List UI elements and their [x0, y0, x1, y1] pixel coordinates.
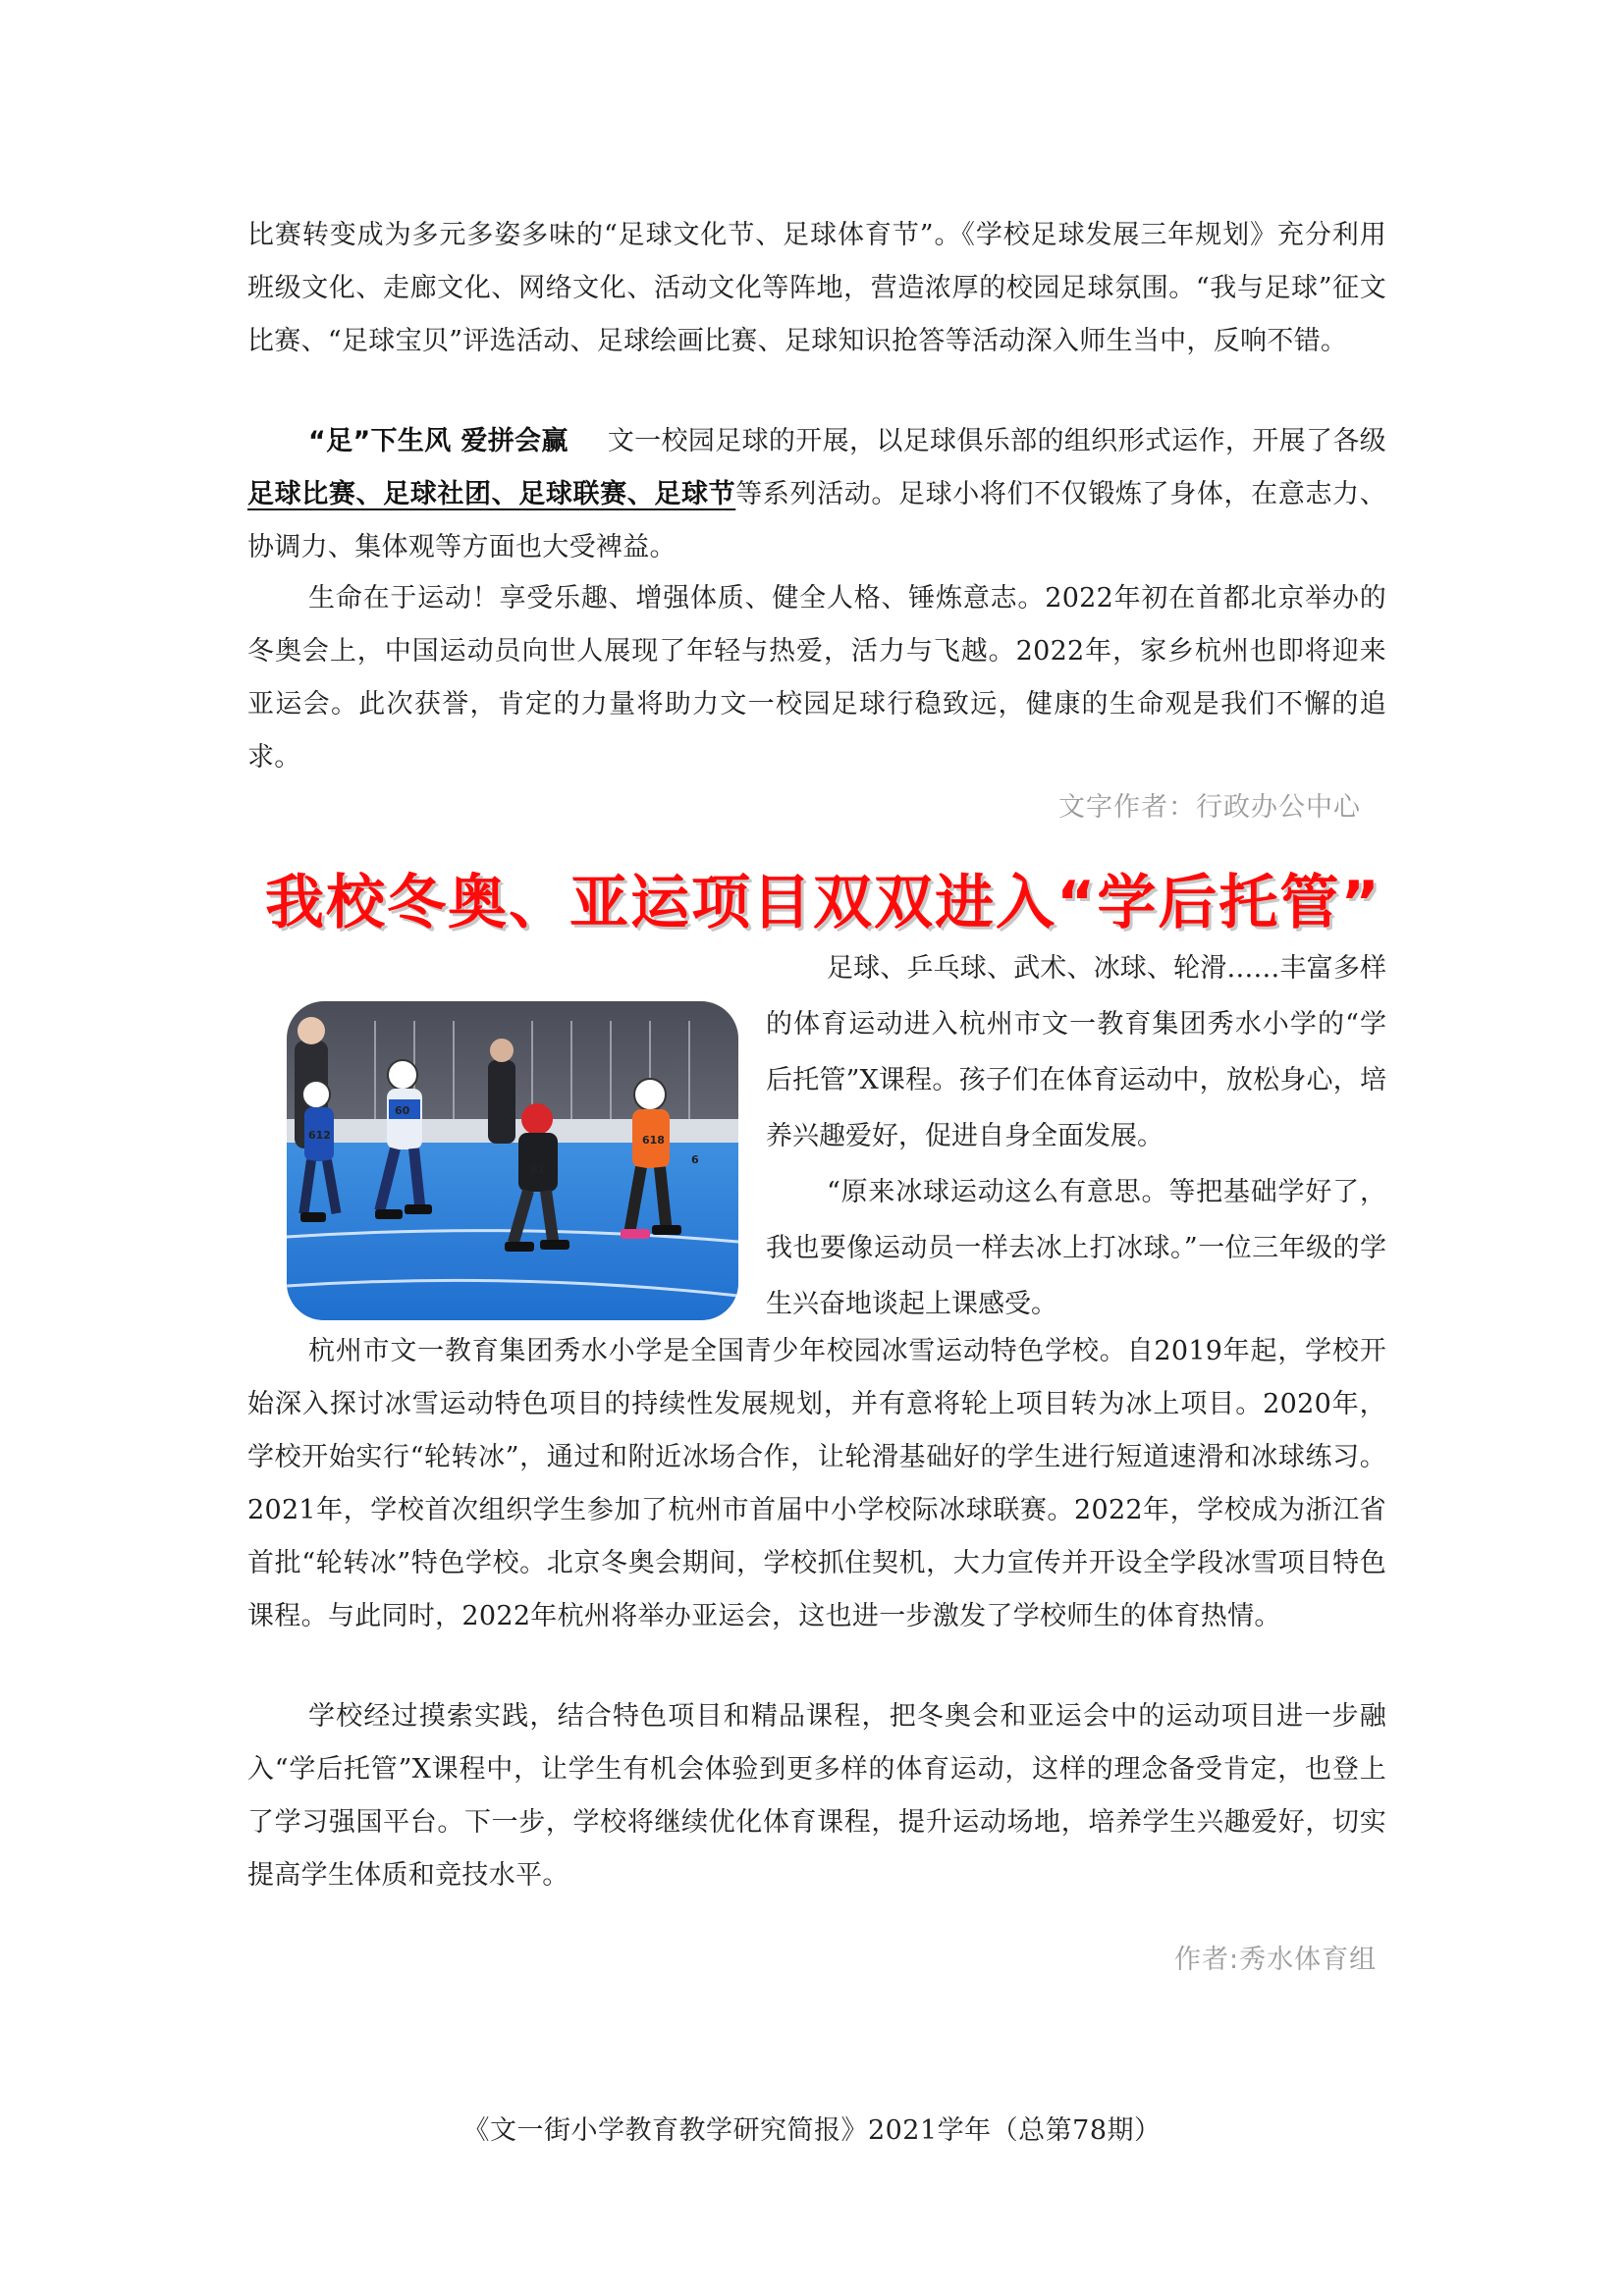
- article1-credit: 文字作者：行政办公中心: [1058, 792, 1361, 823]
- article1-paragraph-2: [247, 415, 1386, 574]
- bib-number: 612: [308, 1129, 331, 1142]
- bib-number: 60: [395, 1104, 410, 1117]
- article2-paragraph-3: 杭州市文一教育集团秀水小学是全国青少年校园冰雪运动特色学校。自2019年起，学校开始深入探讨冰雪运动特色项目的持续性发展规划，并有意将轮上项目转为冰上项目。2020年，学校开始实行“轮转冰”，通过和附近冰场合作，让轮滑基础好的学生进行短道速滑和冰球练习。2021年，学校首次组织学生参加了杭州市首届中小学校际冰球联赛。2022年，学校成为浙江省首批“轮转冰”特色学校。北京冬奥会期间，学校抓住契机，大力宣传并开设全学段冰雪项目特色课程。与此同时，2022年杭州将举办亚运会，这也进一步激发了学校师生的体育热情。: [247, 1336, 1386, 1631]
- article2-right-paragraph-2: “原来冰球运动这么有意思。等把基础学好了，我也要像运动员一样去冰上打冰球。”一位三年级的学生兴奋地谈起上课感受。: [766, 1177, 1386, 1319]
- bib-number: 61: [530, 1163, 546, 1176]
- article2-headline: 我校冬奥、亚运项目双双进入“学后托管”: [265, 869, 1381, 937]
- article1-paragraph-1: 比赛转变成为多元多姿多味的“足球文化节、足球体育节”。《学校足球发展三年规划》充分利用班级文化、走廊文化、网络文化、活动文化等阵地，营造浓厚的校园足球氛围。“我与足球”征文比赛、“足球宝贝”评选活动、足球绘画比赛、足球知识抢答等活动深入师生当中，反响不错。: [247, 220, 1386, 356]
- article1-lead-heading: “足”下生风 爱拼会赢: [308, 426, 568, 456]
- article1-paragraph-2-text-b: 等系列活动。足球小将们不仅锻炼了身体，在意志力、协调力、集体观等方面也大受裨益。: [247, 479, 1386, 562]
- article1-underlined-activities: 足球比赛、足球社团、足球联赛、足球节: [247, 479, 736, 509]
- roller-skating-illustration: [287, 1001, 738, 1320]
- newsletter-footer: 《文一街小学教育教学研究简报》2021学年（总第78期）: [462, 2115, 1162, 2146]
- bib-number: 6: [691, 1153, 699, 1166]
- article1-paragraph-2-text-a: 文一校园足球的开展，以足球俱乐部的组织形式运作，开展了各级: [607, 426, 1386, 456]
- bib-number: 618: [642, 1134, 665, 1147]
- article2-right-paragraph-1: 足球、乒乓球、武术、冰球、轮滑……丰富多样的体育运动进入杭州市文一教育集团秀水小学的“学后托管”X课程。孩子们在体育运动中，放松身心，培养兴趣爱好，促进自身全面发展。: [766, 953, 1386, 1151]
- roller-skating-photo: [287, 1001, 738, 1320]
- article1-paragraph-3: 生命在于运动！享受乐趣、增强体质、健全人格、锤炼意志。2022年初在首都北京举办的冬奥会上，中国运动员向世人展现了年轻与热爱，活力与飞越。2022年，家乡杭州也即将迎来亚运会。此次获誉，肯定的力量将助力文一校园足球行稳致远，健康的生命观是我们不懈的追求。: [247, 583, 1386, 773]
- article2-credit: 作者:秀水体育组: [1174, 1945, 1378, 1975]
- article2-paragraph-4: 学校经过摸索实践，结合特色项目和精品课程，把冬奥会和亚运会中的运动项目进一步融入“学后托管”X课程中，让学生有机会体验到更多样的体育运动，这样的理念备受肯定，也登上了学习强国平台。下一步，学校将继续优化体育课程，提升运动场地，培养学生兴趣爱好，切实提高学生体质和竞技水平。: [247, 1701, 1386, 1891]
